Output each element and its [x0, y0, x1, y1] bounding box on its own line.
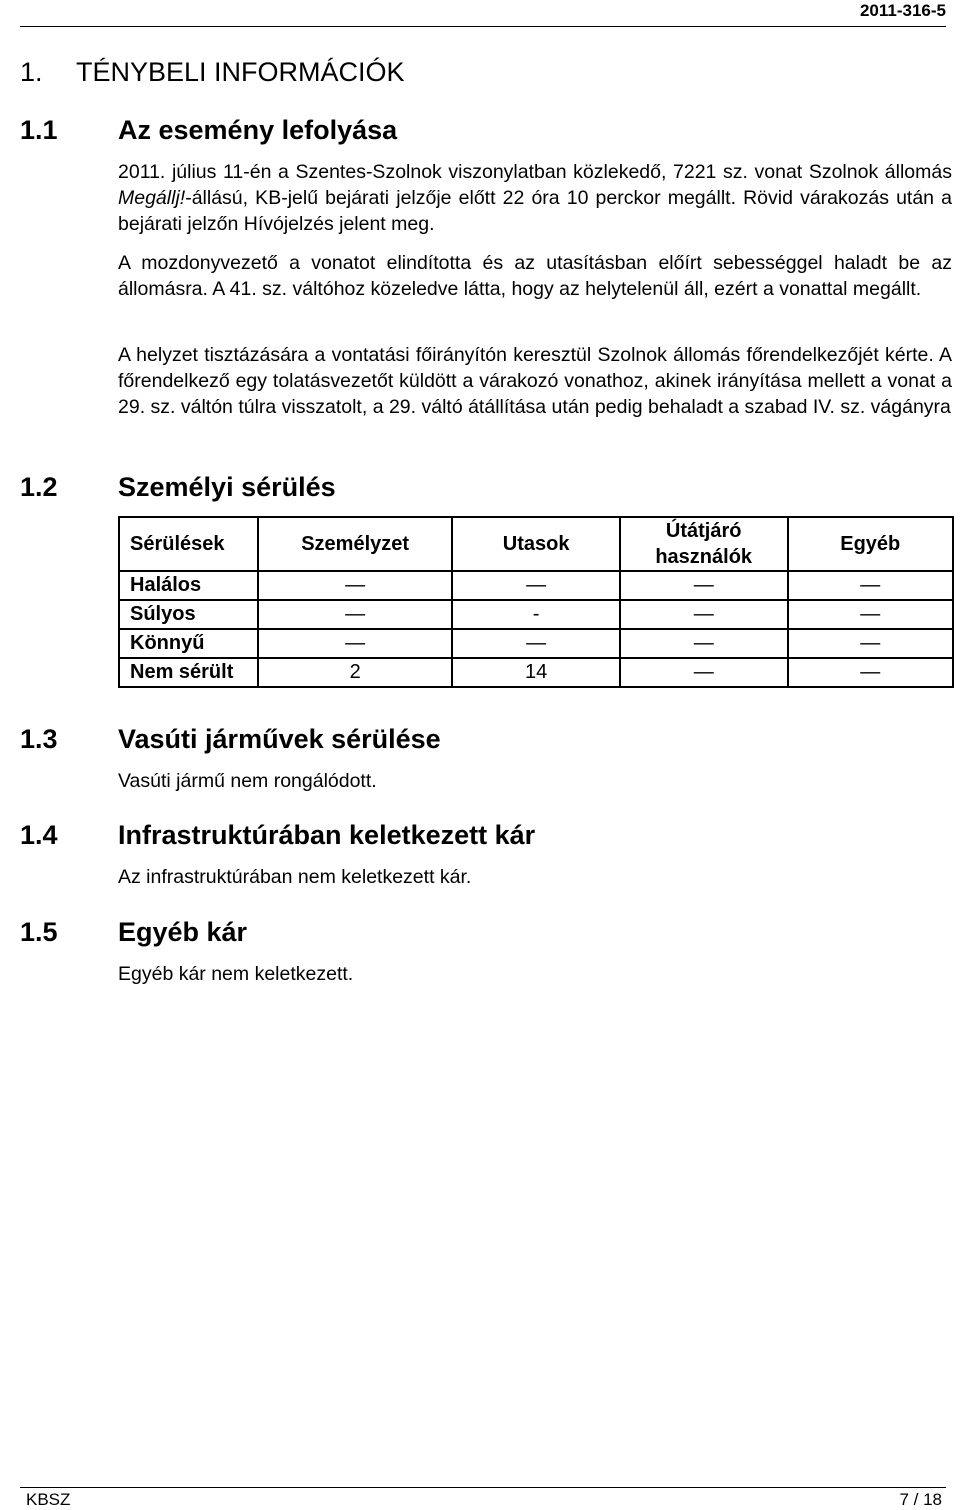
table-cell: — [258, 629, 453, 658]
table-cell: — [258, 571, 453, 600]
section-title: Személyi sérülés [118, 472, 336, 502]
table-cell: — [620, 658, 788, 687]
paragraph-text: 2011. július 11-én a Szentes-Szolnok viszonylatban közlekedő, 7221 sz. vonat Szolnok állomás [118, 161, 952, 183]
row-label: Nem sérült [119, 658, 258, 687]
paragraph-event-2: A mozdonyvezető a vonatot elindította és az utasításban előírt sebességgel haladt be az állomásra. A 41. sz. váltóhoz közeledve látta, hogy az helytelenül áll, ezért a vonattal megállt. [118, 252, 952, 300]
header-passengers: Utasok [452, 517, 619, 571]
chapter-number: 1. [20, 57, 43, 87]
table-row [119, 600, 953, 629]
section-title: Az esemény lefolyása [118, 115, 398, 145]
document-id: 2011-316-5 [859, 1, 946, 20]
paragraph-infrastructure-damage: Az infrastruktúrában nem keletkezett kár. [118, 866, 472, 888]
table-cell: — [452, 629, 619, 658]
signal-aspect-text: Megállj! [118, 187, 186, 209]
section-heading-1-5 [20, 915, 247, 949]
header-crossing-users [620, 517, 788, 571]
table-cell: - [452, 600, 619, 629]
section-title: Infrastruktúrában keletkezett kár [118, 820, 536, 850]
footer-page-number: 7 / 18 [899, 1490, 942, 1509]
table-cell: — [452, 571, 619, 600]
section-number: 1.1 [20, 115, 58, 145]
injury-table [118, 516, 954, 688]
section-heading-1-4 [20, 818, 535, 852]
paragraph-text: -állású, KB-jelű bejárati jelzője előtt 22 óra 10 perckor megállt. Rövid várakozás után a bejárati jelzőn Hívójelzés jelent meg. [118, 187, 952, 235]
table-cell: — [788, 571, 953, 600]
header-crossing-users-line2: használók [655, 546, 753, 568]
header-rule [20, 26, 946, 27]
section-heading-1-1 [20, 113, 397, 147]
row-label: Könnyű [119, 629, 258, 658]
row-label: Súlyos [119, 600, 258, 629]
chapter-heading [20, 55, 405, 89]
footer-organization: KBSZ [26, 1490, 71, 1509]
section-title: Egyéb kár [118, 917, 248, 947]
table-row [119, 571, 953, 600]
paragraph-event-1 [118, 159, 952, 237]
row-label: Halálos [119, 571, 258, 600]
table-cell: — [620, 571, 788, 600]
section-heading-1-2 [20, 470, 336, 504]
header-other: Egyéb [788, 517, 953, 571]
table-cell: — [788, 600, 953, 629]
table-cell: 14 [452, 658, 619, 687]
header-injuries: Sérülések [119, 517, 258, 571]
table-cell: 2 [258, 658, 453, 687]
chapter-title: TÉNYBELI INFORMÁCIÓK [76, 57, 405, 87]
section-number: 1.2 [20, 472, 58, 502]
table-cell: — [788, 629, 953, 658]
table-row [119, 629, 953, 658]
section-title: Vasúti járművek sérülése [118, 724, 441, 754]
table-header-row [119, 517, 953, 571]
table-cell: — [620, 629, 788, 658]
section-number: 1.4 [20, 820, 58, 850]
section-number: 1.5 [20, 917, 58, 947]
table-cell: — [788, 658, 953, 687]
table-row [119, 658, 953, 687]
section-heading-1-3 [20, 722, 441, 756]
paragraph-event-3: A helyzet tisztázására a vontatási főirányítón keresztül Szolnok állomás főrendelkezőjét kérte. A főrendelkező egy tolatásvezetőt küldött a várakozó vonathoz, akinek irányítása mellett a vonat a 29. sz. váltón túlra visszatolt, a 29. váltó átállítása után pedig behaladt a szabad IV. sz. vágányra [118, 344, 952, 418]
header-staff: Személyzet [258, 517, 453, 571]
paragraph-vehicle-damage: Vasúti jármű nem rongálódott. [118, 770, 377, 792]
table-cell: — [258, 600, 453, 629]
table-cell: — [620, 600, 788, 629]
header-crossing-users-line1: Útátjáró [665, 520, 742, 542]
section-number: 1.3 [20, 724, 58, 754]
paragraph-other-damage: Egyéb kár nem keletkezett. [118, 963, 354, 985]
footer-rule [20, 1487, 946, 1488]
